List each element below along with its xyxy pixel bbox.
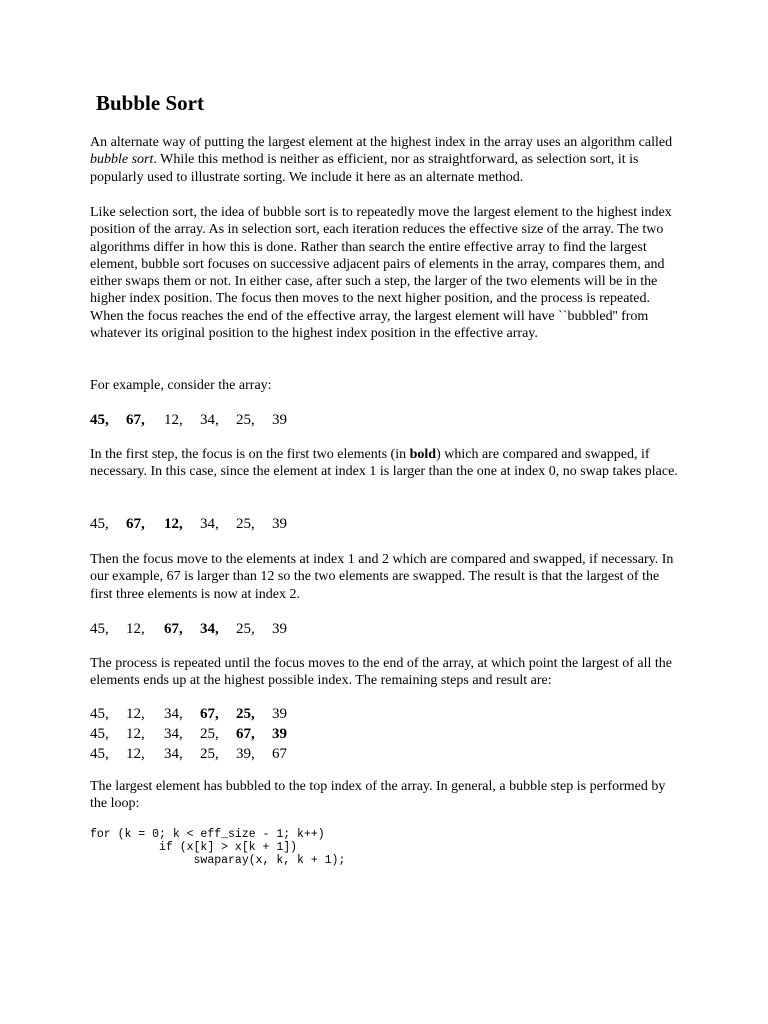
array-element: 12, [126, 621, 145, 637]
first-step-text-a: In the first step, the focus is on the first two elements (in [90, 447, 410, 462]
intro-paragraph [90, 134, 682, 186]
array-element: 39 [272, 706, 287, 722]
first-step-paragraph [90, 446, 682, 481]
array-element: 34, [200, 621, 219, 637]
array-element: 12, [126, 706, 145, 722]
page-title: Bubble Sort [96, 91, 204, 115]
array-element: 39, [236, 746, 255, 762]
example-intro-paragraph: For example, consider the array: [90, 378, 272, 393]
array-element: 67, [126, 412, 145, 428]
code-line: swaparay(x, k, k + 1); [90, 854, 346, 867]
array-element: 45, [90, 412, 109, 428]
array-element: 34, [200, 516, 219, 532]
array-element: 67 [272, 746, 287, 762]
bubble-sort-term: bubble sort [90, 152, 154, 168]
array-element: 39 [272, 726, 287, 742]
array-element: 39 [272, 412, 287, 428]
array-element: 45, [90, 621, 109, 637]
array-element: 67, [236, 726, 255, 742]
array-element: 25, [200, 746, 219, 762]
array-element: 67, [200, 706, 219, 722]
array-element: 67, [164, 621, 183, 637]
array-element: 34, [164, 706, 183, 722]
repeat-paragraph: The process is repeated until the focus moves to the end of the array, at which point the largest of all the elements ends up at the highest possible index. The remaining steps and result are: [90, 656, 672, 689]
first-step-text-b: ) which are compared and swapped, if necessary. In this case, since the element at index 1 is larger than the one at index 0, no swap takes place. [90, 447, 678, 480]
array-element: 25, [236, 621, 255, 637]
second-step-paragraph: Then the focus move to the elements at index 1 and 2 which are compared and swapped, if necessary. In our example, 67 is larger than 12 so the two elements are swapped. The result is that the largest of the first three elements is now at index 2. [90, 552, 674, 602]
array-element: 25, [200, 726, 219, 742]
array-element: 12, [164, 516, 183, 532]
array-element: 45, [90, 726, 109, 742]
array-element: 12, [126, 726, 145, 742]
code-line: if (x[k] > x[k + 1]) [90, 841, 298, 854]
array-element: 12, [126, 746, 145, 762]
array-element: 45, [90, 706, 109, 722]
array-element: 67, [126, 516, 145, 532]
intro-text-a: An alternate way of putting the largest element at the highest index in the array uses an algorithm called [90, 135, 673, 150]
array-element: 25, [236, 412, 255, 428]
conclusion-paragraph: The largest element has bubbled to the top index of the array. In general, a bubble step is performed by the loop: [90, 779, 666, 812]
array-element: 34, [164, 726, 183, 742]
description-paragraph: Like selection sort, the idea of bubble sort is to repeatedly move the largest element to the highest index position of the array. As in selection sort, each iteration reduces the effective size of the array. The two algorithms differ in how this is done. Rather than search the entire effective array to find the largest element, bubble sort focuses on successive adjacent pairs of elements in the array, compares them, and either swaps them or not. In either case, after such a step, the larger of the two elements will be in the higher index position. The focus then moves to the next higher position, and the process is repeated. When the focus reaches the end of the effective array, the largest element will have ``bubbled'' from whatever its original position to the highest index position in the effective array. [90, 205, 672, 342]
array-element: 34, [164, 746, 183, 762]
array-element: 34, [200, 412, 219, 428]
array-element: 12, [164, 412, 183, 428]
array-element: 25, [236, 516, 255, 532]
bold-term: bold [409, 447, 437, 462]
code-block [90, 828, 345, 867]
array-element: 25, [236, 706, 255, 722]
array-element: 39 [272, 516, 287, 532]
intro-text-b: . While this method is neither as efficient, nor as straightforward, as selection sort, it is popularly used to illustrate sorting. We include it here as an alternate method. [90, 152, 639, 185]
array-element: 45, [90, 746, 109, 762]
code-line: for (k = 0; k < eff_size - 1; k++) [90, 828, 325, 841]
array-element: 45, [90, 516, 109, 532]
array-element: 39 [272, 621, 287, 637]
